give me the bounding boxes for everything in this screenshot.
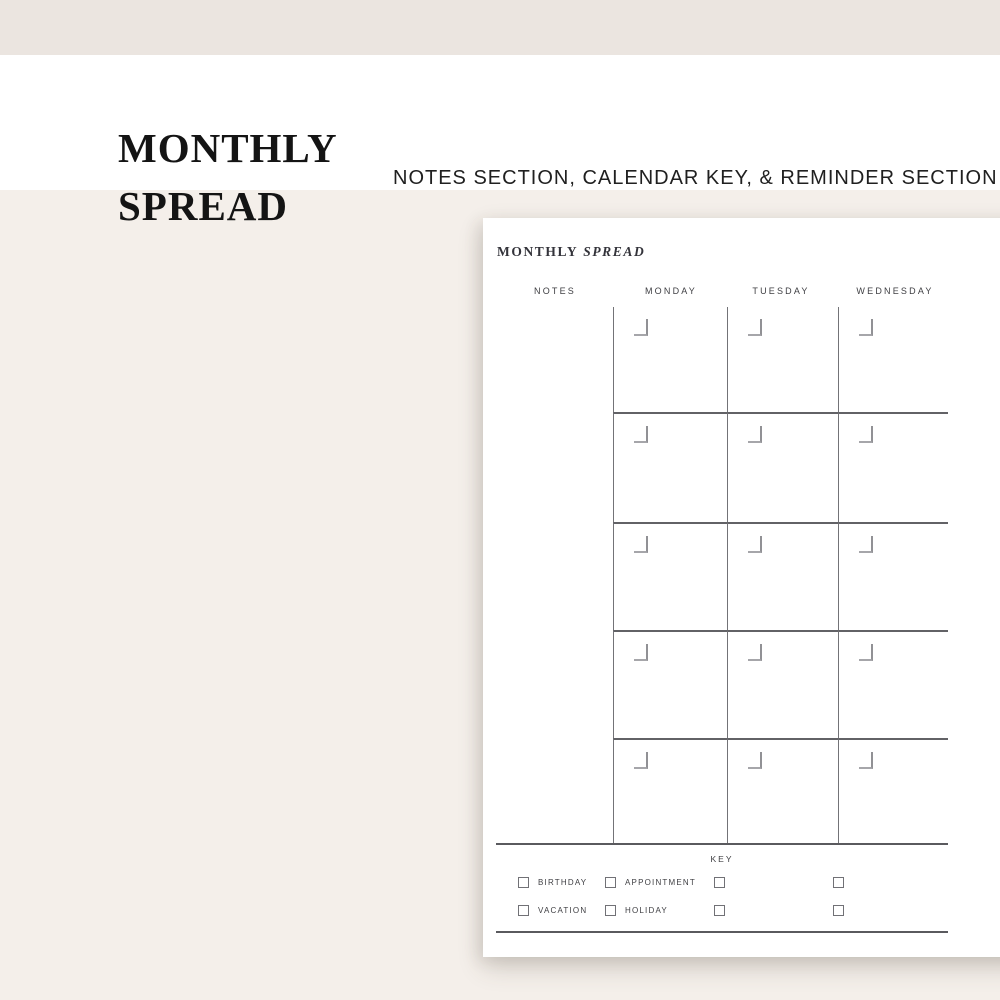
column-header-monday: MONDAY xyxy=(644,286,698,296)
top-banner-strip xyxy=(0,0,1000,55)
date-corner-icon xyxy=(859,426,873,443)
blank-key-checkbox[interactable] xyxy=(833,877,844,888)
calendar-cell xyxy=(613,630,727,738)
key-item-appointment xyxy=(605,876,696,889)
date-corner-icon xyxy=(748,644,762,661)
column-header-tuesday: TUESDAY xyxy=(752,286,810,296)
date-corner-icon xyxy=(859,319,873,336)
calendar-cell xyxy=(838,412,948,522)
calendar-cell xyxy=(838,738,948,845)
blank-key-checkbox[interactable] xyxy=(833,905,844,916)
planner-page-title xyxy=(497,244,645,260)
planner-page xyxy=(483,218,1000,957)
calendar-cell xyxy=(727,307,838,412)
calendar-cell xyxy=(727,412,838,522)
page-title-line1: MONTHLY xyxy=(118,125,338,171)
calendar-cell xyxy=(727,738,838,845)
key-item-label: VACATION xyxy=(538,906,588,915)
date-corner-icon xyxy=(748,752,762,769)
key-item-label: APPOINTMENT xyxy=(625,878,696,887)
date-corner-icon xyxy=(859,752,873,769)
date-corner-icon xyxy=(859,536,873,553)
calendar-cell xyxy=(613,307,727,412)
vacation-checkbox[interactable] xyxy=(518,905,529,916)
planner-title-word1: MONTHLY xyxy=(497,244,579,259)
date-corner-icon xyxy=(634,319,648,336)
date-corner-icon xyxy=(748,536,762,553)
birthday-checkbox[interactable] xyxy=(518,877,529,888)
holiday-checkbox[interactable] xyxy=(605,905,616,916)
appointment-checkbox[interactable] xyxy=(605,877,616,888)
date-corner-icon xyxy=(634,536,648,553)
key-item-blank-1 xyxy=(714,876,734,889)
header-subtitle: NOTES SECTION, CALENDAR KEY, & REMINDER SECTION xyxy=(393,167,998,189)
planner-title-word2: SPREAD xyxy=(583,244,646,259)
key-item-birthday xyxy=(518,876,587,889)
column-header-notes: NOTES xyxy=(533,286,577,296)
page-title-line2: SPREAD xyxy=(118,183,289,229)
calendar-cell xyxy=(838,307,948,412)
date-corner-icon xyxy=(634,426,648,443)
key-item-holiday xyxy=(605,904,668,917)
calendar-cell xyxy=(613,738,727,845)
key-title: KEY xyxy=(710,854,734,864)
page-title xyxy=(118,119,338,235)
blank-key-checkbox[interactable] xyxy=(714,877,725,888)
date-corner-icon xyxy=(859,644,873,661)
date-corner-icon xyxy=(634,644,648,661)
key-item-blank-4 xyxy=(833,904,853,917)
header-banner xyxy=(0,55,1000,229)
column-header-wednesday: WEDNESDAY xyxy=(856,286,934,296)
date-corner-icon xyxy=(748,319,762,336)
calendar-cell xyxy=(727,630,838,738)
calendar-cell xyxy=(613,412,727,522)
key-top-divider xyxy=(496,843,948,845)
key-item-label: BIRTHDAY xyxy=(538,878,588,887)
calendar-grid xyxy=(613,307,948,845)
date-corner-icon xyxy=(748,426,762,443)
calendar-cell xyxy=(838,522,948,630)
key-item-blank-3 xyxy=(714,904,734,917)
key-item-blank-2 xyxy=(833,876,853,889)
calendar-cell xyxy=(838,630,948,738)
date-corner-icon xyxy=(634,752,648,769)
calendar-cell xyxy=(613,522,727,630)
key-bottom-divider xyxy=(496,931,948,933)
key-item-label: HOLIDAY xyxy=(625,906,668,915)
blank-key-checkbox[interactable] xyxy=(714,905,725,916)
calendar-cell xyxy=(727,522,838,630)
key-item-vacation xyxy=(518,904,587,917)
